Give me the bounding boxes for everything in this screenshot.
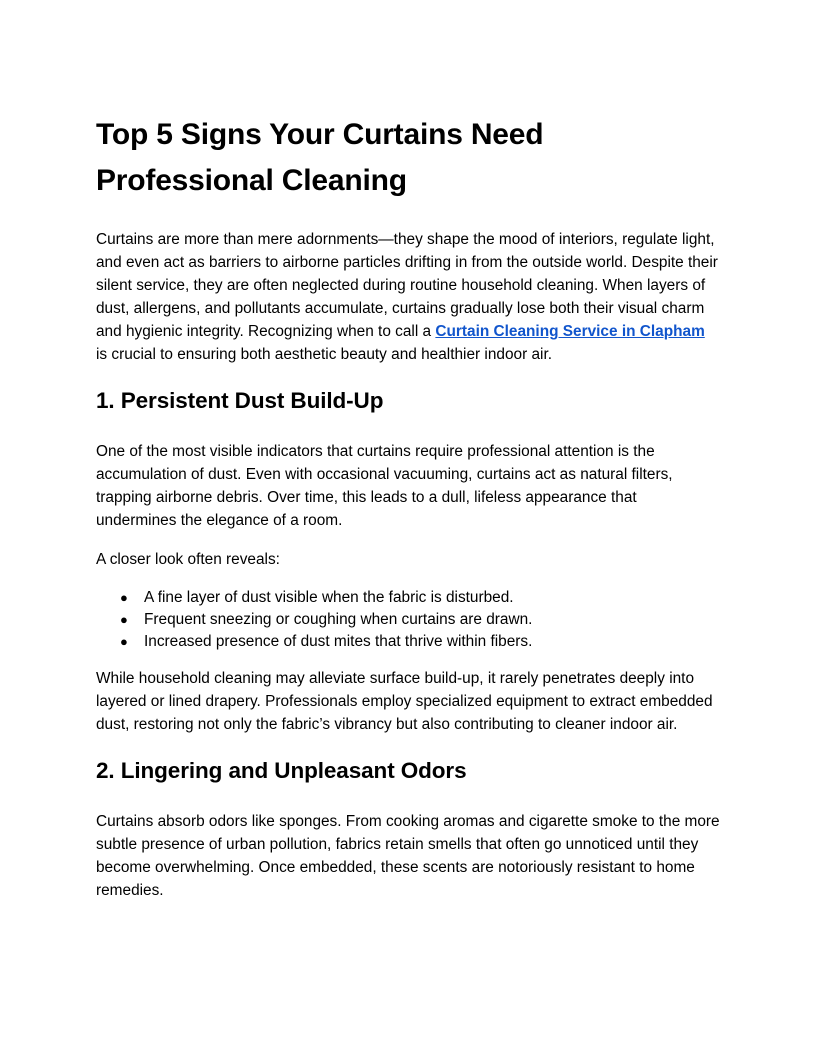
list-item-text: A fine layer of dust visible when the fabric is disturbed. bbox=[144, 589, 514, 606]
list-item bbox=[96, 631, 720, 653]
dust-bullet-list bbox=[96, 587, 720, 653]
dust-paragraph-1: One of the most visible indicators that curtains require professional attention is the accumulation of dust. Even with occasional vacuuming, curtains act as natural filters, trapping airborne debris. Over time, this leads to a dull, lifeless appearance that undermines the elegance of a room. bbox=[96, 443, 673, 529]
bullet-icon: ● bbox=[120, 590, 128, 605]
list-item bbox=[96, 609, 720, 631]
bullet-icon: ● bbox=[120, 634, 128, 649]
curtain-cleaning-service-link[interactable]: Curtain Cleaning Service in Clapham bbox=[435, 323, 705, 340]
document-page bbox=[96, 112, 720, 918]
dust-paragraph-2: A closer look often reveals: bbox=[96, 551, 280, 568]
bullet-icon: ● bbox=[120, 612, 128, 627]
intro-text-after-link: is crucial to ensuring both aesthetic beauty and healthier indoor air. bbox=[96, 346, 553, 363]
intro-paragraph bbox=[96, 228, 720, 366]
list-item bbox=[96, 587, 720, 609]
section-heading-odors: 2. Lingering and Unpleasant Odors bbox=[96, 758, 467, 783]
list-item-text: Increased presence of dust mites that thrive within fibers. bbox=[144, 633, 533, 650]
document-title: Top 5 Signs Your Curtains Need Professional Cleaning bbox=[96, 118, 544, 197]
intro-text-before-link: Curtains are more than mere adornments—they shape the mood of interiors, regulate light, and even act as barriers to airborne particles drifting in from the outside world. Despite their silent service, they are often neglected during routine household cleaning. When layers of dust, allergens, and pollutants accumulate, curtains gradually lose both their visual charm and hygienic integrity. Recognizing when to call a bbox=[96, 231, 718, 340]
section-heading-dust: 1. Persistent Dust Build-Up bbox=[96, 388, 384, 413]
dust-paragraph-3: While household cleaning may alleviate surface build-up, it rarely penetrates deeply into layered or lined drapery. Professionals employ specialized equipment to extract embedded dust, restoring not only the fabric’s vibrancy but also contributing to cleaner indoor air. bbox=[96, 670, 713, 733]
odors-paragraph-1: Curtains absorb odors like sponges. From cooking aromas and cigarette smoke to the more subtle presence of urban pollution, fabrics retain smells that often go unnoticed until they become overwhelming. Once embedded, these scents are notoriously resistant to home remedies. bbox=[96, 813, 720, 899]
list-item-text: Frequent sneezing or coughing when curtains are drawn. bbox=[144, 611, 533, 628]
